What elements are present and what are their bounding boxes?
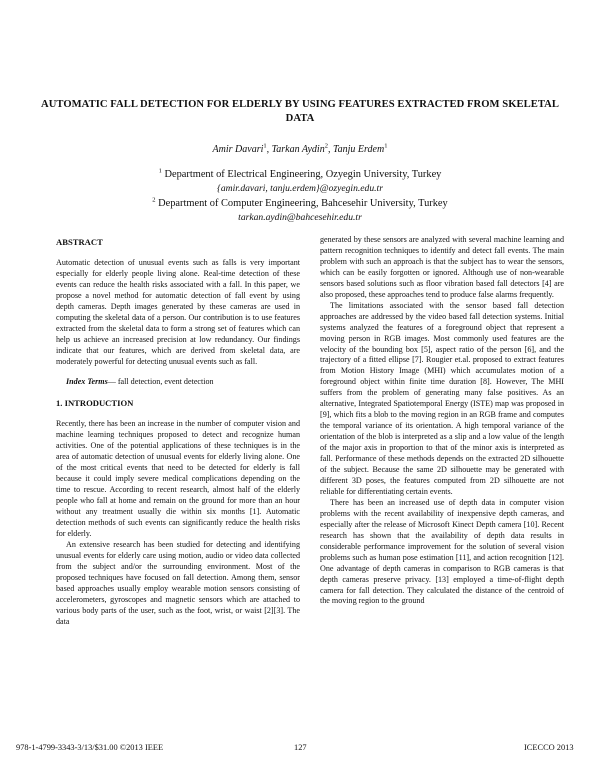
abstract-heading: ABSTRACT: [56, 237, 103, 247]
intro-paragraph-3: generated by these sensors are analyzed with several machine learning and pattern recognition techniques to identify and detect fall events. The main problem with such an approach is that the subject has to wear the sensors, which can be easily forgotten or ignored. Although use of non-wearable sensors based solutions such as floor vibration based fall detectors [4] are also proposed, these approaches tend to produce false alarms frequently.: [320, 235, 564, 299]
footer-venue: ICECCO 2013: [524, 743, 574, 752]
author-name: Tarkan Aydin: [271, 144, 325, 155]
intro-paragraph-5: There has been an increased use of depth data in computer vision problems with the recent availability of inexpensive depth cameras, and especially after the release of Microsoft Kinect Depth camera [10]. Recent research has shown that the availability of depth data results in considerable performance improvement for the solution of several vision problems such as human pose estimation [11], and action recognition [12]. One advantage of depth cameras in comparison to RGB cameras is that depth cameras preserve privacy. [13] employed a time-of-flight depth camera for fall detection. They calculated the distance of the centroid of the moving region to the ground: [320, 497, 564, 606]
intro-paragraph-1: Recently, there has been an increase in the number of computer vision and machine learning techniques proposed to detect and recognize human activities. One of the potential applications of these techniques is in the area of automatic detection of unusual events for elderly living alone. One of the most critical events that need to be detected for elderly is fall because it could imply severe medical complications depending on the time to rescue. According to recent research, almost half of the elderly people who fall at home and remain on the ground for more than an hour without any treatment usually die within six months [1]. Automatic detection methods of such events can significantly reduce the health risks for elderly.: [56, 419, 300, 538]
intro-heading: 1. INTRODUCTION: [56, 398, 134, 409]
author-name: Tanju Erdem: [332, 144, 385, 155]
author-list: Amir Davari$^1$, Tarkan Aydin$^2$, Tanju Erdem$^1$: [212, 142, 388, 155]
author-name: Amir Davari: [212, 144, 264, 155]
left-column: [56, 237, 300, 628]
affiliation-1: $^1$ Department of Electrical Engineering, Ozyegin University, Turkey: [158, 167, 442, 180]
paper-title: AUTOMATIC FALL DETECTION FOR ELDERLY BY USING FEATURES EXTRACTED FROM SKELETAL DATA: [41, 99, 559, 124]
index-terms: Index Terms— fall detection, event detection: [66, 377, 214, 387]
page-number: 127: [294, 743, 307, 752]
affiliation-1-email: {amir.davari, tanju.erdem}@ozyegin.edu.tr: [217, 183, 383, 194]
abstract-text: Automatic detection of unusual events such as falls is very important especially for elderly people living alone. Real-time detection of these events can reduce the health risks associated with a fall. In this paper, we propose a novel method for automatic detection of fall event by using depth cameras. Depth images generated by these cameras are used in computing the skeletal data of a person. Our contribution is to use features extracted from the skeletal data to form a strong set of features which can help us achieve an increased precision at low redundancy. Our findings indicate that our features, which are derived from skeletal data, are moderately powerful for detecting unusual events such as fall.: [56, 257, 300, 366]
affiliation-2: $^2$ Department of Computer Engineering, Bahcesehir University, Turkey: [152, 196, 448, 209]
intro-paragraph-2: An extensive research has been studied for detecting and identifying unusual events for elderly care using motion, audio or video data collected from the subject and/or the surrounding environment. Most of the proposed techniques have focused on fall detection. Among them, sensor based approaches usually employ wearable motion sensors consisting of accelerometers, gyroscopes and magnetic sensors which are attached to various body parts of the user, such as the foot, wrist, or waist [2][3]. The data: [56, 539, 300, 626]
affiliation-2-email: tarkan.aydin@bahcesehir.edu.tr: [238, 212, 362, 223]
right-column: [320, 235, 564, 607]
intro-paragraph-4: The limitations associated with the sensor based fall detection approaches are addressed by the video based fall detection systems. Initial systems analyzed the features of a foreground object that represent a moving person in RGB images. Most commonly used features are the velocity of the bounding box [5], aspect ratio of the person [6], and the trajectory of a fitted ellipse [7]. Rougier et.al. proposed to extract features from Motion History Image (MHI) which accumulates motion of a foreground object within finite time duration [8]. However, The MHI suffers from the problem of generating many false positives. As an alternative, Integrated Spatiotemporal Energy (ISTE) map was proposed in [9], which fits a blob to the moving region in an RGB frame and computes the temporal variance of its orientation. A high temporal variance of the orientation of the blob is interpreted as a slip and a low value of the length of the major axis in proportion to that of the minor axis is interpreted as fall. Performance of these methods depends on the extracted 2D silhouette of the subject. Because the same 2D silhouette may be generated with different 3D poses, the features computed from 2D silhouette are not reliable for differentiating certain events.: [320, 300, 564, 496]
footer-isbn: 978-1-4799-3343-3/13/$31.00 ©2013 IEEE: [16, 743, 164, 752]
